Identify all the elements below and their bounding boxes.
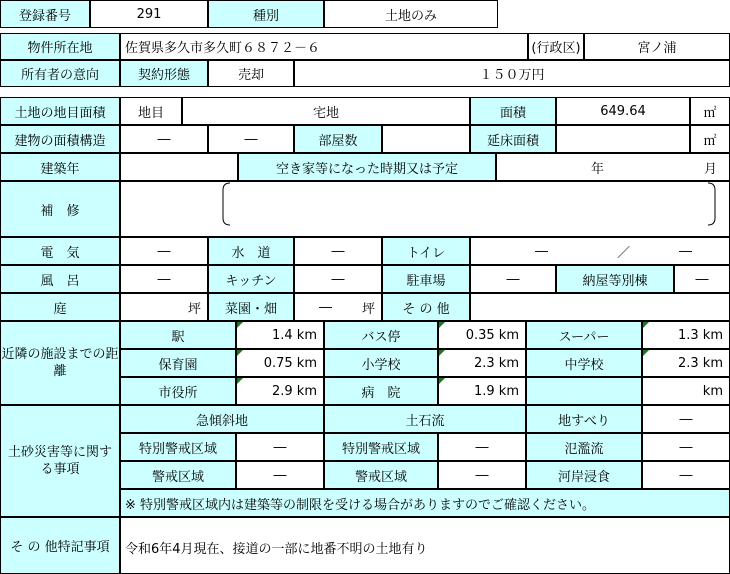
water-label: 水 道 — [208, 237, 294, 265]
vacant-year: 年 — [591, 161, 605, 177]
location-label: 物件所在地 — [0, 33, 120, 60]
parking-label: 駐車場 — [382, 265, 470, 293]
other-value — [470, 293, 730, 321]
toilet-value-b: ― — [679, 243, 692, 259]
floor-area-unit: ㎡ — [690, 125, 730, 153]
reg-no-label: 登録番号 — [0, 0, 90, 28]
disaster-note: ※ 特別警戒区域内は建築等の制限を受ける場合がありますのでご確認ください。 — [120, 489, 730, 517]
distance-bus-stop: 0.35 km — [438, 321, 526, 349]
distance-city-hall: 2.9 km — [236, 377, 324, 405]
facility-nursery: 保育園 — [120, 349, 236, 377]
facility-city-hall: 市役所 — [120, 377, 236, 405]
area-value: 649.64 — [556, 97, 690, 125]
bank-erosion-value: ― — [642, 461, 730, 489]
address-value: 佐賀県多久市多久町６８７２－６ — [120, 33, 528, 60]
contract-label: 契約形態 — [120, 60, 208, 87]
facility-station: 駅 — [120, 321, 236, 349]
special-zone-1-value: ― — [236, 433, 324, 461]
debris-flow-label: 土石流 — [324, 405, 526, 433]
rooms-label: 部屋数 — [294, 125, 382, 153]
building-value-1: ― — [120, 125, 208, 153]
toilet-label: トイレ — [382, 237, 470, 265]
kitchen-value: ― — [294, 265, 382, 293]
flood-value: ― — [642, 433, 730, 461]
warning-zone-2-value: ― — [438, 461, 526, 489]
type-label: 種別 — [208, 0, 324, 28]
floor-area-label: 延床面積 — [470, 125, 556, 153]
facility-elementary: 小学校 — [324, 349, 438, 377]
distance-hospital: 1.9 km — [438, 377, 526, 405]
distance-nursery: 0.75 km — [236, 349, 324, 377]
disaster-label: 土砂災害等に関する事項 — [0, 405, 120, 517]
chimoku-label: 地目 — [120, 97, 182, 125]
distance-elementary: 2.3 km — [438, 349, 526, 377]
contract-value: 売却 — [208, 60, 294, 87]
building-label: 建物の面積構造 — [0, 125, 120, 153]
bath-label: 風 呂 — [0, 265, 120, 293]
land-label: 土地の地目面積 — [0, 97, 120, 125]
building-value-2: ― — [208, 125, 294, 153]
shed-value: ― — [674, 265, 730, 293]
built-year-value — [120, 153, 238, 181]
warning-zone-1-value: ― — [236, 461, 324, 489]
flood-label: 氾濫流 — [526, 433, 642, 461]
repair-bracket — [222, 182, 716, 226]
toilet-value-a: ― — [535, 243, 548, 259]
parking-value: ― — [470, 265, 556, 293]
facility-extra — [526, 377, 642, 405]
distance-junior-high: 2.3 km — [642, 349, 730, 377]
distance-extra: km — [642, 377, 730, 405]
ward-value: 宮ノ浦 — [584, 33, 730, 60]
special-zone-2-value: ― — [438, 433, 526, 461]
intent-label: 所有者の意向 — [0, 60, 120, 87]
electric-value: ― — [120, 237, 208, 265]
distance-supermarket: 1.3 km — [642, 321, 730, 349]
toilet-value — [470, 237, 730, 265]
vacant-label: 空き家等になった時期又は予定 — [238, 153, 496, 181]
vacant-date — [496, 153, 730, 181]
vacant-month: 月 — [703, 161, 717, 177]
farm-label: 菜園・畑 — [208, 293, 294, 321]
ward-label: (行政区) — [528, 33, 584, 60]
facility-junior-high: 中学校 — [526, 349, 642, 377]
area-unit: ㎡ — [690, 97, 730, 125]
price-value: １５０万円 — [294, 60, 730, 87]
reg-no-value: 291 — [90, 0, 208, 28]
bath-value: ― — [120, 265, 208, 293]
landslide-value: ― — [642, 405, 730, 433]
kitchen-label: キッチン — [208, 265, 294, 293]
farm-value-text: ― — [319, 299, 332, 315]
built-year-label: 建築年 — [0, 153, 120, 181]
remarks-label: そ の 他特記事項 — [0, 517, 120, 574]
area-label: 面積 — [470, 97, 556, 125]
chimoku-value: 宅地 — [182, 97, 470, 125]
facility-supermarket: スーパー — [526, 321, 642, 349]
garden-label: 庭 — [0, 293, 120, 321]
warning-zone-1-label: 警戒区域 — [120, 461, 236, 489]
facility-hospital: 病 院 — [324, 377, 438, 405]
electric-label: 電 気 — [0, 237, 120, 265]
rooms-value — [382, 125, 470, 153]
type-value: 土地のみ — [324, 0, 498, 28]
other-label: そ の 他 — [382, 293, 470, 321]
facility-bus-stop: バス停 — [324, 321, 438, 349]
garden-value: 坪 — [120, 293, 208, 321]
floor-area-value — [556, 125, 690, 153]
toilet-separator: ／ — [617, 245, 631, 261]
farm-value — [294, 293, 382, 321]
special-zone-1-label: 特別警戒区域 — [120, 433, 236, 461]
landslide-label: 地すべり — [526, 405, 642, 433]
distance-station: 1.4 km — [236, 321, 324, 349]
repair-label: 補 修 — [0, 181, 120, 237]
warning-zone-2-label: 警戒区域 — [324, 461, 438, 489]
farm-unit: 坪 — [361, 301, 375, 317]
steep-slope-label: 急傾斜地 — [120, 405, 324, 433]
shed-label: 納屋等別棟 — [556, 265, 674, 293]
water-value: ― — [294, 237, 382, 265]
special-zone-2-label: 特別警戒区域 — [324, 433, 438, 461]
bank-erosion-label: 河岸浸食 — [526, 461, 642, 489]
nearby-label: 近隣の施設までの距離 — [0, 321, 120, 405]
remarks-text: 令和6年4月現在、接道の一部に地番不明の土地有り — [120, 517, 730, 574]
